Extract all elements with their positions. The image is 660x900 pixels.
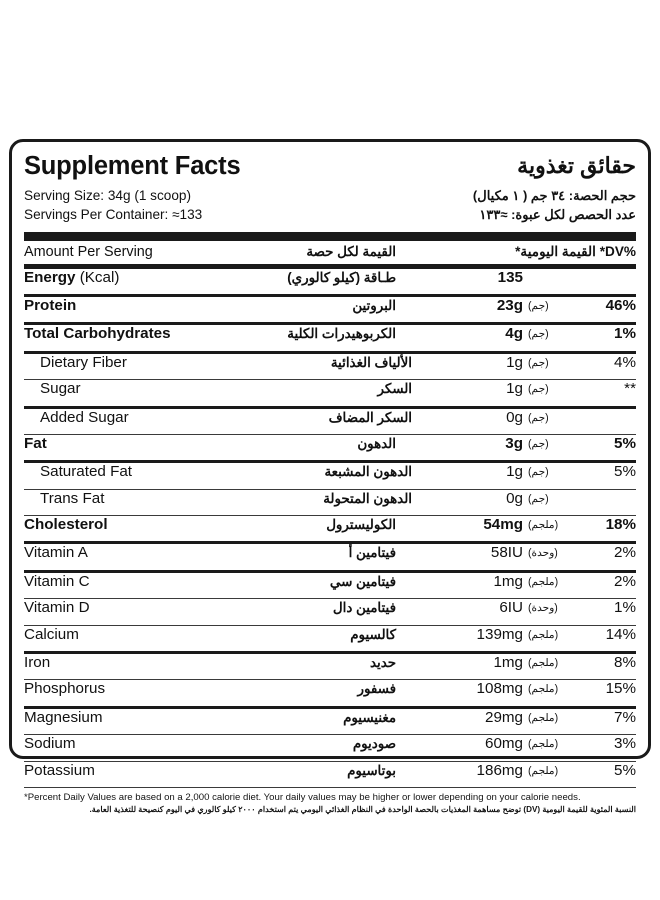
nutrient-name-arabic: الدهون المشبعة	[324, 464, 412, 480]
nutrient-unit-arabic: (ملجم)	[528, 738, 559, 751]
table-row	[24, 599, 636, 624]
nutrient-name-arabic: مغنيسيوم	[343, 709, 396, 725]
nutrient-value: 29mg	[485, 708, 523, 726]
serving-size-label-arabic: حجم الحصة: ٣٤ جم ( ١ مكيال)	[472, 187, 636, 203]
table-row	[24, 544, 636, 569]
nutrient-name-arabic: البروتين	[352, 297, 396, 313]
nutrient-unit-arabic: (وحدة)	[528, 602, 558, 615]
nutrient-unit-arabic: (جم)	[528, 466, 549, 479]
nutrient-name-arabic: حديد	[369, 655, 396, 671]
table-row	[24, 297, 636, 322]
page-title: Supplement Facts	[24, 152, 241, 180]
nutrient-unit-arabic: (ملجم)	[528, 657, 559, 670]
nutrient-unit-arabic: (ملجم)	[528, 628, 559, 641]
serving-info-row	[24, 186, 636, 225]
page-title-arabic: حقائق تغذوية	[517, 153, 636, 178]
table-row	[24, 325, 636, 350]
nutrient-unit-arabic: (جم)	[528, 299, 549, 312]
daily-value-percent: 1%	[614, 325, 636, 343]
nutrient-value: 0g	[506, 489, 523, 507]
nutrient-value: 1g	[506, 463, 523, 481]
table-row	[24, 516, 636, 541]
title-row	[24, 152, 636, 181]
nutrient-unit-arabic: (جم)	[528, 437, 549, 450]
table-row	[24, 626, 636, 651]
table-row	[24, 735, 636, 760]
daily-value-percent: 8%	[614, 654, 636, 672]
daily-value-percent: 14%	[605, 625, 636, 643]
nutrient-name-arabic: الكوليسترول	[326, 517, 396, 533]
daily-value-percent: 15%	[605, 680, 636, 698]
nutrient-name: Vitamin A	[24, 544, 88, 562]
nutrient-value: 139mg	[476, 625, 523, 643]
daily-value-percent: **	[624, 380, 636, 398]
daily-value-percent: 2%	[614, 572, 636, 590]
nutrient-value: 1mg	[493, 654, 523, 672]
table-row	[24, 435, 636, 460]
nutrient-name: Vitamin C	[24, 572, 90, 590]
nutrient-value: 60mg	[485, 735, 523, 753]
daily-value-percent: 1%	[614, 599, 636, 617]
nutrient-name-arabic: السكر المضاف	[328, 409, 412, 425]
nutrient-name-arabic: طـاقة (كيلو كالوري)	[287, 269, 396, 285]
label-header	[24, 152, 636, 229]
nutrient-value: 1mg	[493, 572, 523, 590]
nutrient-name-arabic: الكربوهيدرات الكلية	[287, 326, 396, 342]
nutrient-unit-arabic: (جم)	[528, 383, 549, 396]
table-row	[24, 654, 636, 679]
nutrient-unit-arabic: (جم)	[528, 356, 549, 369]
nutrient-unit-arabic: (ملجم)	[528, 519, 559, 532]
nutrient-name: Potassium	[24, 761, 95, 779]
nutrient-value: 1g	[506, 353, 523, 371]
serving-size-label: Serving Size: 34g (1 scoop)	[24, 187, 191, 203]
table-row	[24, 680, 636, 705]
nutrient-unit-arabic: (جم)	[528, 328, 549, 341]
nutrient-name-suffix: (Kcal)	[75, 268, 120, 286]
nutrient-value: 186mg	[476, 761, 523, 779]
nutrient-value: 108mg	[476, 680, 523, 698]
nutrient-name-arabic: الدهون المتحولة	[323, 490, 412, 506]
nutrient-name: Added Sugar	[40, 408, 129, 426]
daily-value-percent: 2%	[614, 544, 636, 562]
nutrient-name: Protein	[24, 296, 77, 314]
nutrient-name: Dietary Fiber	[40, 353, 127, 371]
nutrient-name: Sodium	[24, 735, 76, 753]
nutrient-unit-arabic: (جم)	[528, 411, 549, 424]
nutrient-value: 4g	[505, 325, 523, 343]
daily-value-percent: 46%	[605, 296, 636, 314]
amount-per-serving-label-arabic: القيمة لكل حصة	[306, 244, 396, 260]
table-row	[24, 354, 636, 379]
nutrient-name-arabic: فيتامين أ	[348, 545, 396, 561]
nutrient-unit-arabic: (ملجم)	[528, 711, 559, 724]
table-row	[24, 463, 636, 488]
nutrient-name: Total Carbohydrates	[24, 325, 171, 343]
daily-value-percent: 5%	[614, 463, 636, 481]
table-row	[24, 762, 636, 787]
nutrient-unit-arabic: (وحدة)	[528, 547, 558, 560]
nutrient-name-arabic: الألياف الغذائية	[330, 354, 412, 370]
amount-per-serving-header	[24, 241, 636, 264]
table-row	[24, 269, 636, 294]
nutrient-name: Fat	[24, 434, 47, 452]
nutrient-name: Trans Fat	[40, 489, 105, 507]
table-row	[24, 380, 636, 405]
footnote-block	[24, 788, 636, 816]
nutrient-name-arabic: السكر	[377, 381, 412, 397]
table-row	[24, 709, 636, 734]
nutrient-name: Magnesium	[24, 708, 103, 726]
daily-value-percent: 5%	[614, 434, 636, 452]
nutrient-name: Saturated Fat	[40, 463, 133, 481]
nutrient-value: 1g	[506, 380, 523, 398]
nutrient-value: 3g	[505, 434, 523, 452]
daily-value-percent: 4%	[614, 353, 636, 371]
nutrient-name-arabic: بوتاسيوم	[347, 762, 396, 778]
serving-info-arabic	[473, 186, 636, 225]
nutrient-unit-arabic: (ملجم)	[528, 764, 559, 777]
daily-value-header: %DV* القيمة اليومية*	[515, 244, 636, 260]
nutrient-table	[24, 269, 636, 788]
nutrient-name-arabic: صوديوم	[352, 736, 396, 752]
daily-value-percent: 18%	[605, 516, 636, 534]
footnote-arabic: النسبة المئوية للقيمة اليومية (DV) توضح مساهمة المغذيات بالحصة الواحدة في النظام الغذائي اليومي يتم استخدام ٢٠٠٠ كيلو كالوري في اليوم كنصيحة للتغذية العامة.	[89, 805, 636, 815]
nutrient-name-arabic: كالسيوم	[350, 626, 396, 642]
nutrient-name: Energy (Kcal)	[24, 268, 120, 286]
table-row	[24, 573, 636, 598]
daily-value-percent: 7%	[614, 708, 636, 726]
nutrient-name: Vitamin D	[24, 599, 90, 617]
nutrient-unit-arabic: (ملجم)	[528, 575, 559, 588]
serving-info-english	[24, 186, 202, 225]
table-row	[24, 409, 636, 434]
nutrient-name: Phosphorus	[24, 680, 106, 698]
nutrient-value: 58IU	[490, 544, 523, 562]
servings-per-container-label: Servings Per Container: ≈133	[24, 206, 203, 222]
amount-per-serving-label: Amount Per Serving	[24, 244, 153, 261]
nutrient-value: 0g	[506, 408, 523, 426]
nutrient-name-arabic: فيتامين دال	[332, 600, 396, 616]
nutrient-unit-arabic: (جم)	[528, 492, 549, 505]
servings-per-container-label-arabic: عدد الحصص لكل عبوة: ≈١٣٣	[479, 207, 636, 223]
table-row	[24, 490, 636, 515]
header-divider-bar	[24, 232, 636, 241]
nutrient-name-arabic: فيتامين سي	[329, 573, 396, 589]
nutrient-unit-arabic: (ملجم)	[528, 683, 559, 696]
nutrient-value: 6IU	[499, 599, 523, 617]
nutrient-value: 54mg	[483, 516, 523, 534]
nutrient-value: 23g	[496, 296, 523, 314]
nutrient-name: Iron	[24, 654, 51, 672]
nutrient-name: Cholesterol	[24, 516, 108, 534]
footnote-english: *Percent Daily Values are based on a 2,000 calorie diet. Your daily values may be higher or lower depending on your calorie needs.	[24, 791, 581, 803]
nutrient-name: Sugar	[40, 380, 81, 398]
supplement-facts-panel	[9, 139, 651, 815]
nutrient-name-arabic: فسفور	[357, 681, 396, 697]
daily-value-percent: 3%	[614, 735, 636, 753]
nutrient-name-arabic: الدهون	[357, 435, 396, 451]
daily-value-percent: 5%	[614, 761, 636, 779]
nutrient-value: 135	[497, 268, 523, 286]
nutrient-name: Calcium	[24, 625, 79, 643]
